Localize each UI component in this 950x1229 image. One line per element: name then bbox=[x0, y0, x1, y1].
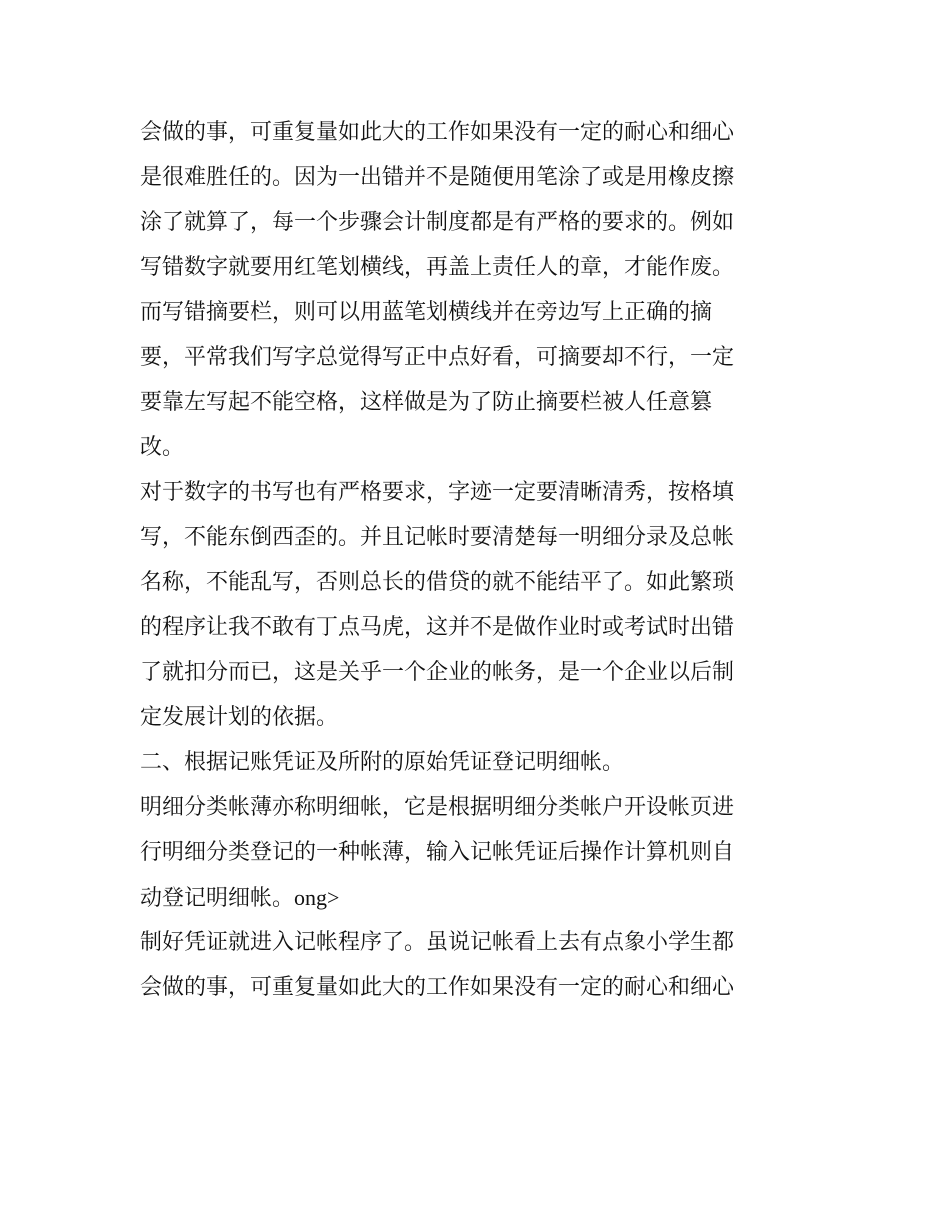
text-line: 改。 bbox=[140, 435, 185, 460]
text-line: 了就扣分而已，这是关乎一个企业的帐务，是一个企业以后制 bbox=[140, 660, 735, 685]
section-heading bbox=[140, 740, 830, 785]
paragraph-4 bbox=[140, 920, 830, 1010]
paragraph-3 bbox=[140, 785, 830, 920]
text-line: 会做的事，可重复量如此大的工作如果没有一定的耐心和细心 bbox=[140, 120, 735, 145]
text-line: 动登记明细帐。ong> bbox=[140, 885, 340, 910]
text-line: 明细分类帐薄亦称明细帐，它是根据明细分类帐户开设帐页进 bbox=[140, 795, 735, 820]
text-line: 要靠左写起不能空格，这样做是为了防止摘要栏被人任意篡 bbox=[140, 390, 713, 415]
text-line: 是很难胜任的。因为一出错并不是随便用笔涂了或是用橡皮擦 bbox=[140, 165, 735, 190]
paragraph-2 bbox=[140, 470, 830, 740]
text-line: 而写错摘要栏，则可以用蓝笔划横线并在旁边写上正确的摘 bbox=[140, 300, 713, 325]
text-line: 写，不能东倒西歪的。并且记帐时要清楚每一明细分录及总帐 bbox=[140, 525, 735, 550]
heading-line: 二、根据记账凭证及所附的原始凭证登记明细帐。 bbox=[140, 750, 625, 775]
text-line: 定发展计划的依据。 bbox=[140, 705, 339, 730]
document-body bbox=[140, 110, 830, 1010]
text-line: 行明细分类登记的一种帐薄，输入记帐凭证后操作计算机则自 bbox=[140, 840, 735, 865]
text-line: 会做的事，可重复量如此大的工作如果没有一定的耐心和细心 bbox=[140, 975, 735, 1000]
text-line: 的程序让我不敢有丁点马虎，这并不是做作业时或考试时出错 bbox=[140, 615, 735, 640]
text-line: 制好凭证就进入记帐程序了。虽说记帐看上去有点象小学生都 bbox=[140, 930, 735, 955]
text-line: 涂了就算了，每一个步骤会计制度都是有严格的要求的。例如 bbox=[140, 210, 735, 235]
text-line: 对于数字的书写也有严格要求，字迹一定要清晰清秀，按格填 bbox=[140, 480, 735, 505]
text-line: 写错数字就要用红笔划横线，再盖上责任人的章，才能作废。 bbox=[140, 255, 735, 280]
text-line: 名称，不能乱写，否则总长的借贷的就不能结平了。如此繁琐 bbox=[140, 570, 735, 595]
paragraph-1 bbox=[140, 110, 830, 470]
text-line: 要，平常我们写字总觉得写正中点好看，可摘要却不行，一定 bbox=[140, 345, 735, 370]
